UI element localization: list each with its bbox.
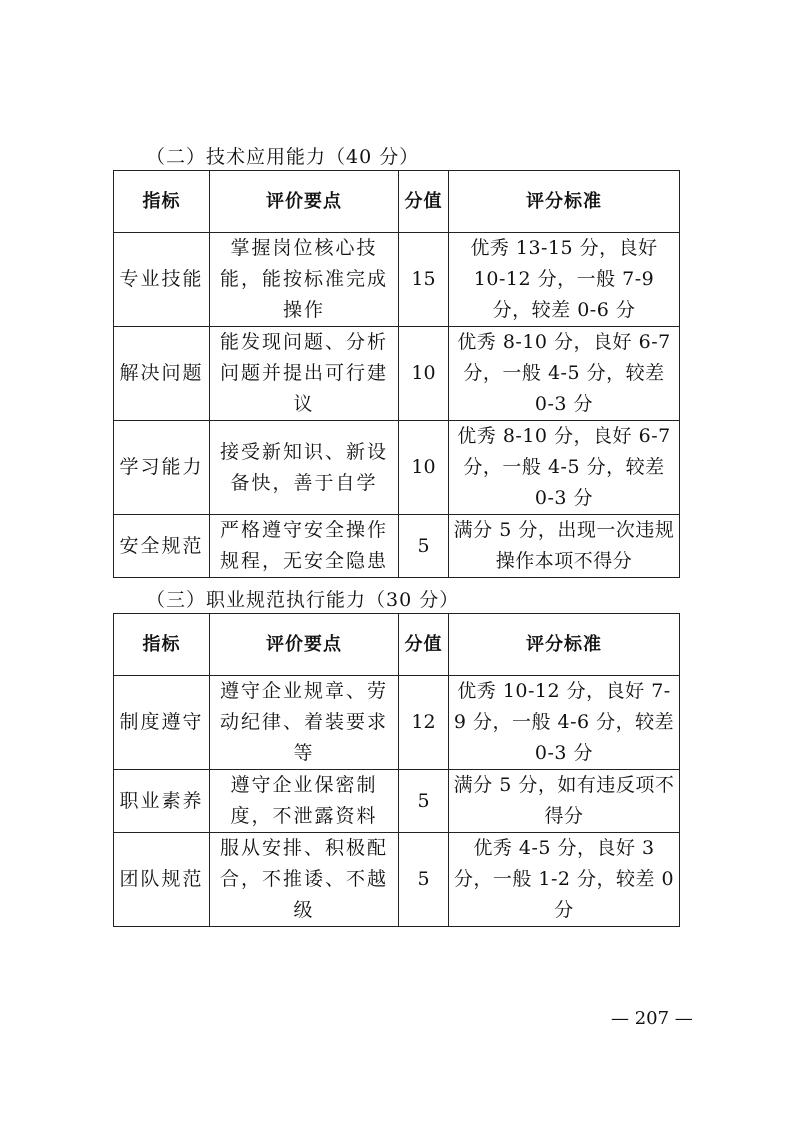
header-indicator: 指标	[114, 171, 210, 233]
criteria-cell: 优秀 8-10 分，良好 6-7 分，一般 4-5 分，较差 0-3 分	[449, 421, 680, 515]
indicator-cell: 安全规范	[114, 515, 210, 578]
points-cell: 服从安排、积极配合，不推诿、不越级	[210, 833, 399, 927]
table-header-row	[114, 171, 680, 233]
table-header-row	[114, 614, 680, 676]
score-cell: 10	[399, 327, 449, 421]
norms-ability-table	[113, 613, 680, 927]
criteria-cell: 优秀 4-5 分，良好 3 分，一般 1-2 分，较差 0 分	[449, 833, 680, 927]
header-indicator: 指标	[114, 614, 210, 676]
criteria-cell: 满分 5 分，出现一次违规操作本项不得分	[449, 515, 680, 578]
criteria-cell: 满分 5 分，如有违反项不得分	[449, 770, 680, 833]
header-score: 分值	[399, 614, 449, 676]
table-row	[114, 676, 680, 770]
table-row	[114, 515, 680, 578]
points-cell: 遵守企业规章、劳动纪律、着装要求等	[210, 676, 399, 770]
table-row	[114, 421, 680, 515]
indicator-cell: 制度遵守	[114, 676, 210, 770]
header-criteria: 评分标准	[449, 171, 680, 233]
header-score: 分值	[399, 171, 449, 233]
table-row	[114, 833, 680, 927]
table-row	[114, 770, 680, 833]
header-points: 评价要点	[210, 171, 399, 233]
score-cell: 5	[399, 833, 449, 927]
indicator-cell: 团队规范	[114, 833, 210, 927]
score-cell: 5	[399, 515, 449, 578]
points-cell: 能发现问题、分析问题并提出可行建议	[210, 327, 399, 421]
criteria-cell: 优秀 10-12 分，良好 7-9 分，一般 4-6 分，较差 0-3 分	[449, 676, 680, 770]
table-row	[114, 233, 680, 327]
section-heading-norms: （三）职业规范执行能力（30 分）	[146, 589, 460, 611]
indicator-cell: 职业素养	[114, 770, 210, 833]
indicator-cell: 专业技能	[114, 233, 210, 327]
criteria-cell: 优秀 8-10 分，良好 6-7 分，一般 4-5 分，较差 0-3 分	[449, 327, 680, 421]
table-row	[114, 327, 680, 421]
header-points: 评价要点	[210, 614, 399, 676]
points-cell: 遵守企业保密制度，不泄露资料	[210, 770, 399, 833]
points-cell: 掌握岗位核心技能，能按标准完成操作	[210, 233, 399, 327]
indicator-cell: 学习能力	[114, 421, 210, 515]
header-criteria: 评分标准	[449, 614, 680, 676]
score-cell: 12	[399, 676, 449, 770]
score-cell: 10	[399, 421, 449, 515]
section-heading-tech: （二）技术应用能力（40 分）	[146, 146, 420, 168]
criteria-cell: 优秀 13-15 分，良好 10-12 分，一般 7-9 分，较差 0-6 分	[449, 233, 680, 327]
score-cell: 15	[399, 233, 449, 327]
score-cell: 5	[399, 770, 449, 833]
points-cell: 接受新知识、新设备快，善于自学	[210, 421, 399, 515]
indicator-cell: 解决问题	[114, 327, 210, 421]
tech-ability-table	[113, 170, 680, 578]
points-cell: 严格遵守安全操作规程，无安全隐患	[210, 515, 399, 578]
page-number: — 207 —	[611, 1008, 693, 1029]
